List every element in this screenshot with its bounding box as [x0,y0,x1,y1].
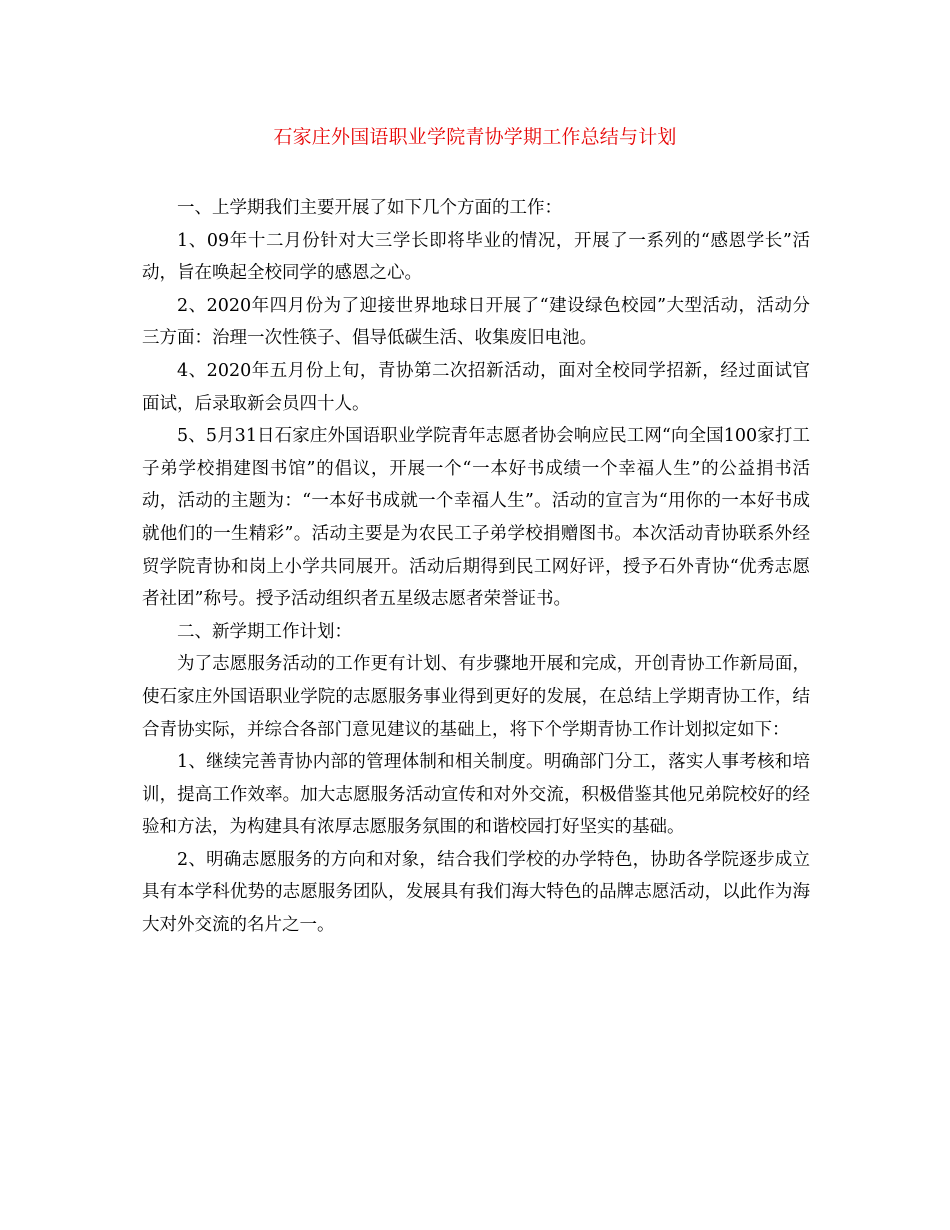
document-title: 石家庄外国语职业学院青协学期工作总结与计划 [273,126,677,148]
paragraph-plan-item-1: 1、继续完善青协内部的管理体制和相关制度。明确部门分工，落实人事考核和培训，提高工作效率。加大志愿服务活动宣传和对外交流，积极借鉴其他兄弟院校好的经验和方法，为构建具有浓厚志愿服务氛围的和谐校园打好坚实的基础。 [142,752,810,838]
paragraph-item-4: 4、2020年五月份上旬，青协第二次招新活动，面对全校同学招新，经过面试官面试，后录取新会员四十人。 [142,360,810,414]
paragraph-plan-item-2: 2、明确志愿服务的方向和对象，结合我们学校的办学特色，协助各学院逐步成立具有本学科优势的志愿服务团队，发展具有我们海大特色的品牌志愿活动，以此作为海大对外交流的名片之一。 [142,849,810,936]
paragraph-item-1: 1、09年十二月份针对大三学长即将毕业的情况，开展了一系列的“感恩学长”活动，旨在唤起全校同学的感恩之心。 [142,230,810,284]
paragraph-plan-intro: 为了志愿服务活动的工作更有计划、有步骤地开展和完成，开创青协工作新局面，使石家庄外国语职业学院的志愿服务事业得到更好的发展，在总结上学期青协工作，结合青协实际，并综合各部门意见建议的基础上，将下个学期青协工作计划拟定如下： [142,654,810,740]
paragraph-item-5: 5、5月31日石家庄外国语职业学院青年志愿者协会响应民工网“向全国100家打工子弟学校捐建图书馆”的倡议，开展一个“一本好书成绩一个幸福人生”的公益捐书活动，活动的主题为：“一本好书成就一个幸福人生”。活动的宣言为“用你的一本好书成就他们的一生精彩”。活动主要是为农民工子弟学校捐赠图书。本次活动青协联系外经贸学院青协和岗上小学共同展开。活动后期得到民工网好评，授予石外青协“优秀志愿者社团”称号。授予活动组织者五星级志愿者荣誉证书。 [142,426,810,610]
paragraph-item-2: 2、2020年四月份为了迎接世界地球日开展了“建设绿色校园”大型活动，活动分三方面：治理一次性筷子、倡导低碳生活、收集废旧电池。 [142,295,810,349]
paragraph-section-two-heading: 二、新学期工作计划： [177,621,352,642]
paragraph-section-one-heading: 一、上学期我们主要开展了如下几个方面的工作： [177,198,562,218]
document-body [142,192,810,942]
